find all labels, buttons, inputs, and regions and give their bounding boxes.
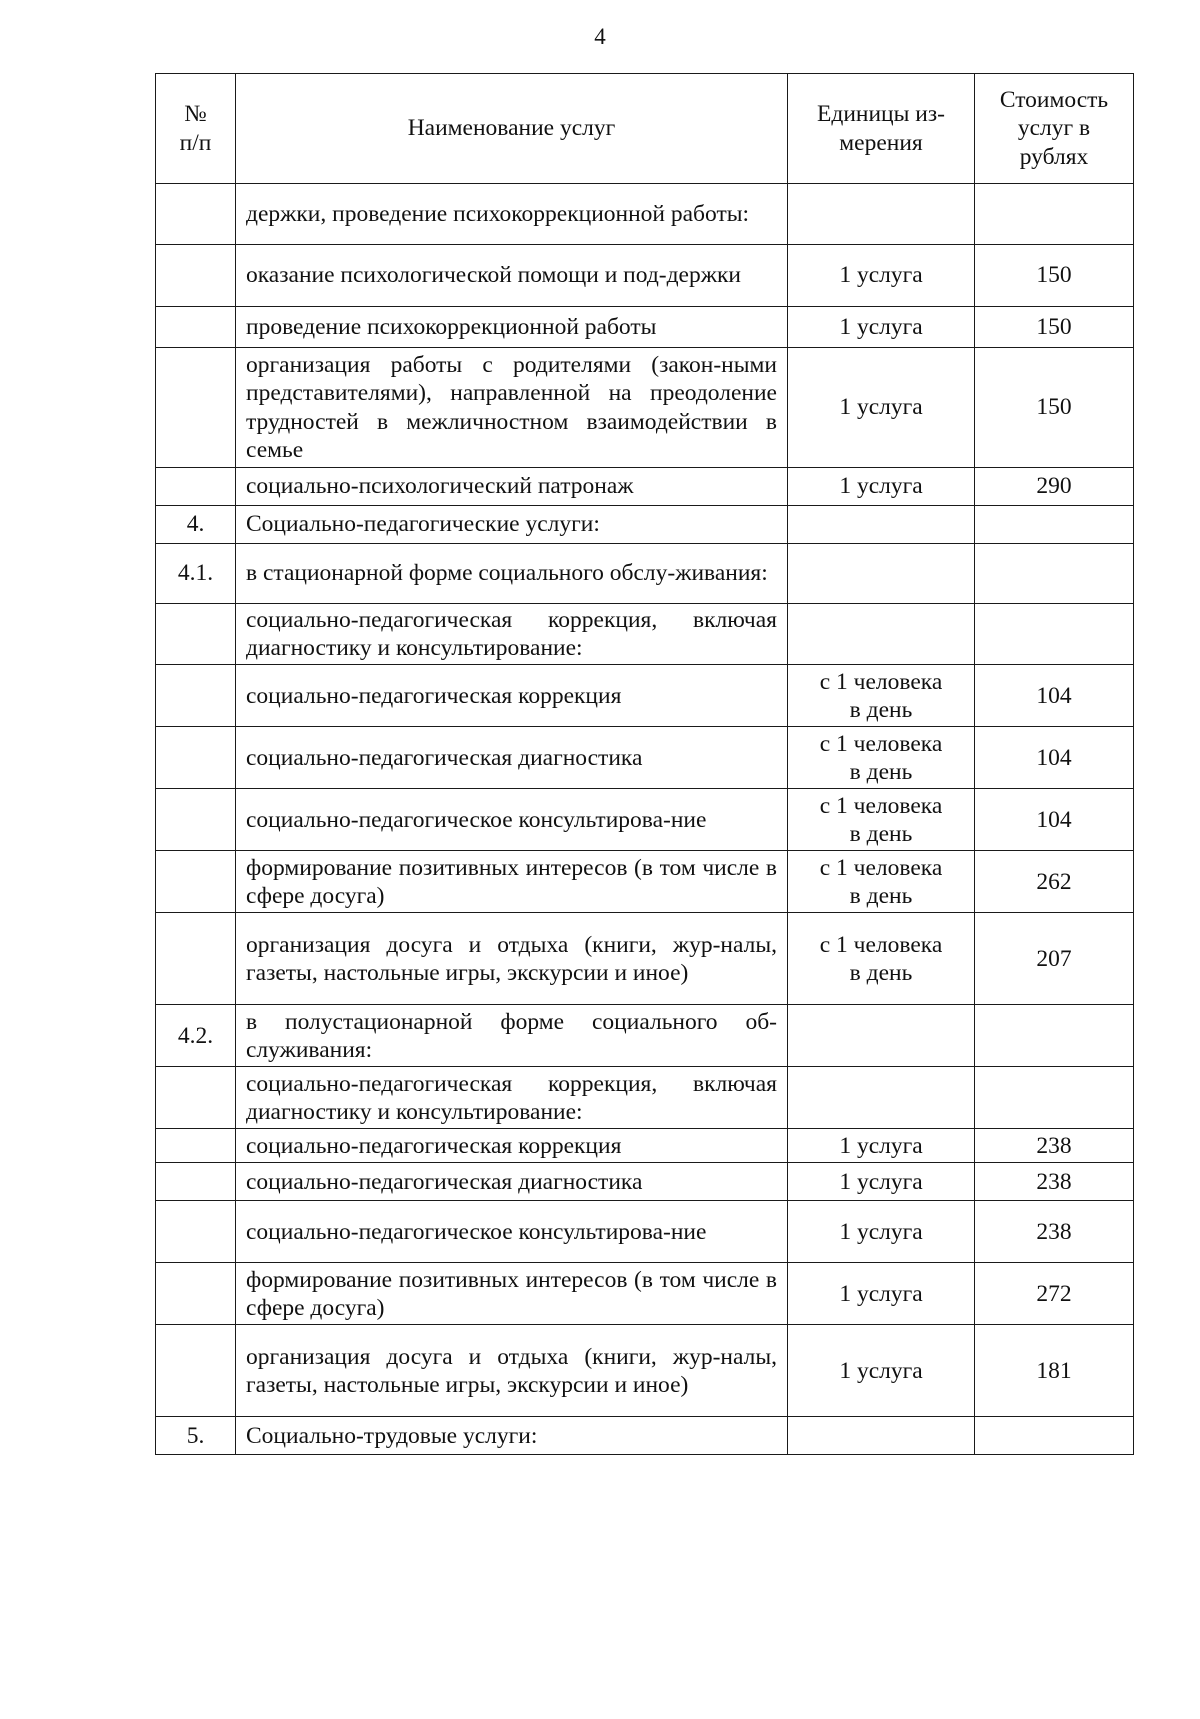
- unit-of-measure: [788, 544, 975, 604]
- row-number: [156, 348, 236, 468]
- service-name: организация досуга и отдыха (книги, жур-налы, газеты, настольные игры, экскурсии и иное): [236, 1325, 788, 1417]
- service-name: социально-педагогическая коррекция: [236, 665, 788, 727]
- table-body: [156, 184, 1134, 1455]
- service-name: формирование позитивных интересов (в том числе в сфере досуга): [236, 851, 788, 913]
- table-row: [156, 468, 1134, 506]
- service-name: в стационарной форме социального обслу-живания:: [236, 544, 788, 604]
- service-name: социально-педагогическое консультирова-ние: [236, 1201, 788, 1263]
- unit-of-measure: 1 услуга: [788, 1129, 975, 1163]
- price: 272: [975, 1263, 1134, 1325]
- table-row: [156, 307, 1134, 348]
- service-name: организация работы с родителями (закон-ными представителями), направленной на преодоление трудностей в межличностном взаимодействии в семье: [236, 348, 788, 468]
- table-row: [156, 851, 1134, 913]
- price: 150: [975, 348, 1134, 468]
- price: [975, 1005, 1134, 1067]
- table-row: [156, 1263, 1134, 1325]
- row-number: [156, 468, 236, 506]
- price: 181: [975, 1325, 1134, 1417]
- service-name: проведение психокоррекционной работы: [236, 307, 788, 348]
- service-name: держки, проведение психокоррекционной работы:: [236, 184, 788, 245]
- row-number: [156, 1129, 236, 1163]
- unit-of-measure: [788, 604, 975, 665]
- unit-of-measure: 1 услуга: [788, 1325, 975, 1417]
- service-name: социально-педагогическая коррекция: [236, 1129, 788, 1163]
- table-row: [156, 1163, 1134, 1201]
- row-number: [156, 913, 236, 1005]
- service-name: оказание психологической помощи и под-держки: [236, 245, 788, 307]
- row-number: [156, 245, 236, 307]
- price: 290: [975, 468, 1134, 506]
- row-number: [156, 727, 236, 789]
- unit-of-measure: 1 услуга: [788, 1163, 975, 1201]
- table-row: [156, 913, 1134, 1005]
- table-row: [156, 727, 1134, 789]
- table-row: [156, 348, 1134, 468]
- table-row: [156, 1005, 1134, 1067]
- row-number: 4.: [156, 506, 236, 544]
- table-row: [156, 245, 1134, 307]
- header-unit: Единицы из- мерения: [788, 74, 975, 184]
- unit-of-measure: [788, 1417, 975, 1455]
- row-number: 4.2.: [156, 1005, 236, 1067]
- service-name: Социально-трудовые услуги:: [236, 1417, 788, 1455]
- row-number: [156, 307, 236, 348]
- table-row: [156, 1201, 1134, 1263]
- service-name: социально-педагогическая диагностика: [236, 727, 788, 789]
- row-number: 5.: [156, 1417, 236, 1455]
- unit-of-measure: с 1 человека в день: [788, 727, 975, 789]
- table-row: [156, 604, 1134, 665]
- price: [975, 1417, 1134, 1455]
- header-price: Стоимость услуг в рублях: [975, 74, 1134, 184]
- service-name: организация досуга и отдыха (книги, жур-налы, газеты, настольные игры, экскурсии и иное): [236, 913, 788, 1005]
- row-number: [156, 851, 236, 913]
- unit-of-measure: 1 услуга: [788, 307, 975, 348]
- unit-of-measure: 1 услуга: [788, 1263, 975, 1325]
- price: [975, 604, 1134, 665]
- header-row: [156, 74, 1134, 184]
- service-name: социально-педагогическая коррекция, включая диагностику и консультирование:: [236, 1067, 788, 1129]
- unit-of-measure: с 1 человека в день: [788, 913, 975, 1005]
- tariff-table: [155, 73, 1134, 1455]
- table-row: [156, 1325, 1134, 1417]
- price: 262: [975, 851, 1134, 913]
- unit-of-measure: 1 услуга: [788, 348, 975, 468]
- service-name: Социально-педагогические услуги:: [236, 506, 788, 544]
- unit-of-measure: с 1 человека в день: [788, 851, 975, 913]
- row-number: [156, 604, 236, 665]
- page-number: 4: [594, 24, 606, 49]
- service-name: социально-педагогическое консультирова-ние: [236, 789, 788, 851]
- row-number: [156, 1163, 236, 1201]
- table-row: [156, 506, 1134, 544]
- price: 150: [975, 245, 1134, 307]
- table-row: [156, 184, 1134, 245]
- unit-of-measure: [788, 1067, 975, 1129]
- table-row: [156, 1417, 1134, 1455]
- price: 150: [975, 307, 1134, 348]
- unit-of-measure: 1 услуга: [788, 245, 975, 307]
- unit-of-measure: 1 услуга: [788, 468, 975, 506]
- table-header: [156, 74, 1134, 184]
- table-row: [156, 544, 1134, 604]
- row-number: 4.1.: [156, 544, 236, 604]
- price: 207: [975, 913, 1134, 1005]
- service-name: в полустационарной форме социального об-служивания:: [236, 1005, 788, 1067]
- row-number: [156, 665, 236, 727]
- price: [975, 1067, 1134, 1129]
- row-number: [156, 1201, 236, 1263]
- service-name: социально-педагогическая диагностика: [236, 1163, 788, 1201]
- price: 238: [975, 1201, 1134, 1263]
- service-name: формирование позитивных интересов (в том числе в сфере досуга): [236, 1263, 788, 1325]
- unit-of-measure: [788, 184, 975, 245]
- unit-of-measure: с 1 человека в день: [788, 665, 975, 727]
- price: [975, 506, 1134, 544]
- row-number: [156, 184, 236, 245]
- price: 104: [975, 665, 1134, 727]
- price: 104: [975, 727, 1134, 789]
- table-row: [156, 1067, 1134, 1129]
- row-number: [156, 1067, 236, 1129]
- price: 238: [975, 1163, 1134, 1201]
- header-number: № п/п: [156, 74, 236, 184]
- unit-of-measure: с 1 человека в день: [788, 789, 975, 851]
- price: [975, 544, 1134, 604]
- service-name: социально-педагогическая коррекция, включая диагностику и консультирование:: [236, 604, 788, 665]
- header-service-name: Наименование услуг: [236, 74, 788, 184]
- service-name: социально-психологический патронаж: [236, 468, 788, 506]
- price: 104: [975, 789, 1134, 851]
- unit-of-measure: [788, 1005, 975, 1067]
- unit-of-measure: 1 услуга: [788, 1201, 975, 1263]
- price: 238: [975, 1129, 1134, 1163]
- table-row: [156, 789, 1134, 851]
- row-number: [156, 789, 236, 851]
- unit-of-measure: [788, 506, 975, 544]
- table-row: [156, 1129, 1134, 1163]
- price: [975, 184, 1134, 245]
- row-number: [156, 1263, 236, 1325]
- table-row: [156, 665, 1134, 727]
- row-number: [156, 1325, 236, 1417]
